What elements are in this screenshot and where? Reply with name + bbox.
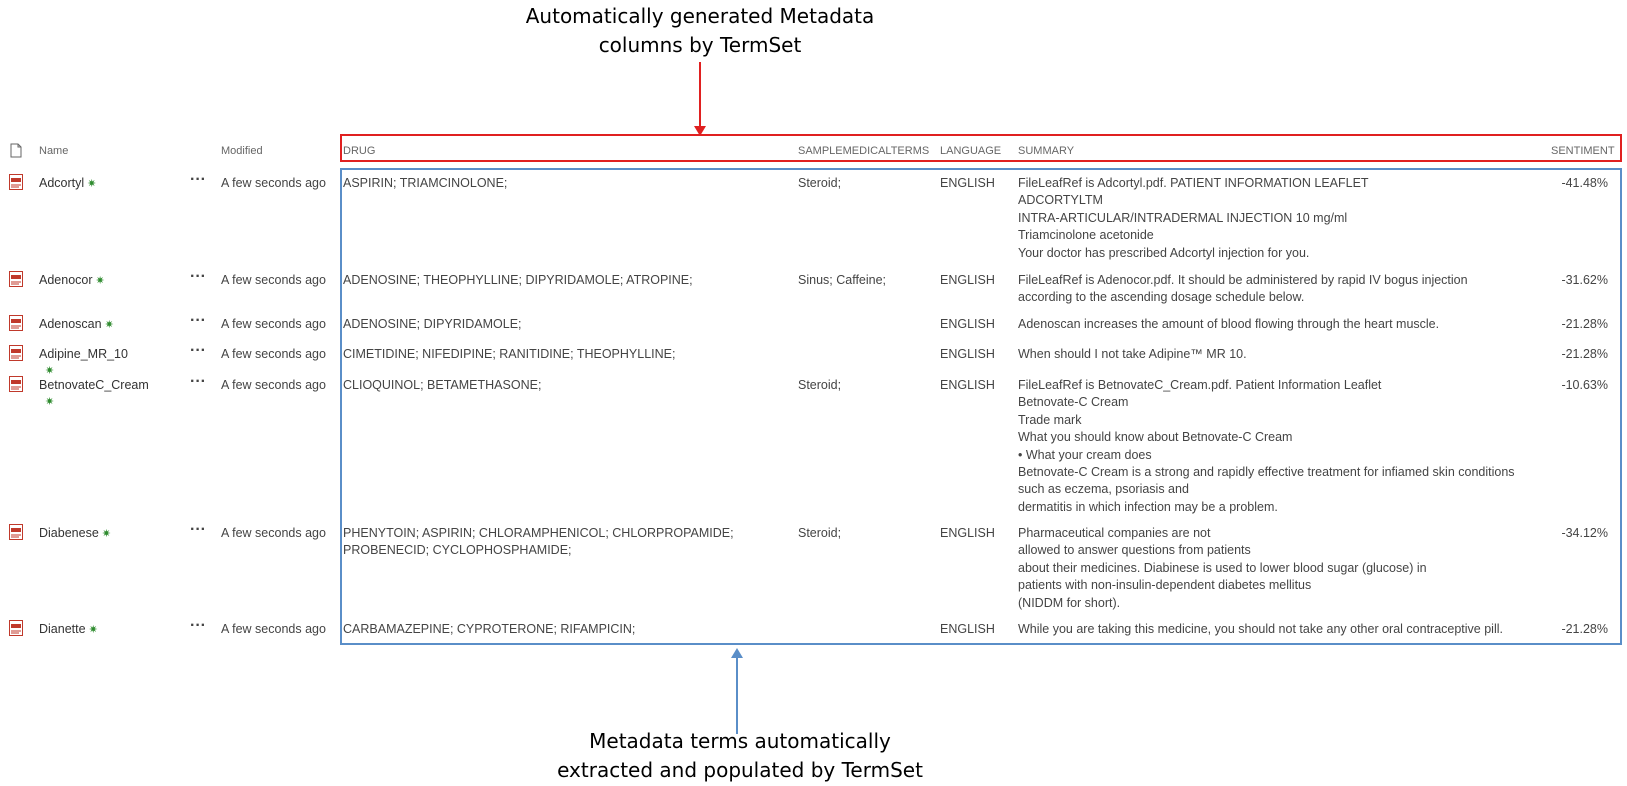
top-annotation-line2: columns by TermSet: [598, 33, 802, 57]
more-options-icon[interactable]: ···: [190, 171, 206, 188]
summary-line: about their medicines. Diabinese is used to lower blood sugar (glucose) in: [1018, 560, 1427, 575]
pdf-file-icon[interactable]: [9, 376, 23, 392]
column-header-sentiment[interactable]: SENTIMENT: [1551, 145, 1615, 157]
sentiment-value: -34.12%: [1561, 526, 1608, 540]
drug-value: ASPIRIN; TRIAMCINOLONE;: [343, 176, 508, 190]
pdf-file-icon[interactable]: [9, 174, 23, 190]
summary-line: patients with non-insulin-dependent diabetes mellitus: [1018, 578, 1312, 593]
summary-line: While you are taking this medicine, you should not take any other oral contraceptive pill.: [1018, 622, 1503, 636]
column-header-summary[interactable]: SUMMARY: [1018, 145, 1075, 157]
sample-terms-value: Steroid;: [798, 378, 842, 392]
up-arrow: [729, 648, 745, 734]
language-value: ENGLISH: [940, 622, 995, 636]
sentiment-value: -21.28%: [1561, 347, 1608, 361]
drug-value: CARBAMAZEPINE; CYPROTERONE; RIFAMPICIN;: [343, 622, 636, 636]
sample-terms-value: Steroid;: [798, 526, 842, 540]
bottom-annotation-line2: extracted and populated by TermSet: [557, 758, 923, 782]
summary-line: Your doctor has prescribed Adcortyl injection for you.: [1018, 245, 1310, 260]
summary-line: Pharmaceutical companies are not: [1018, 526, 1211, 540]
sample-terms-value: Steroid;: [798, 176, 842, 190]
sentiment-value: -21.28%: [1561, 317, 1608, 331]
drug-value: PROBENECID; CYCLOPHOSPHAMIDE;: [343, 543, 572, 558]
document-icon[interactable]: [10, 143, 22, 158]
more-options-icon[interactable]: ···: [190, 312, 206, 329]
pdf-file-icon[interactable]: [9, 524, 23, 540]
pdf-file-icon[interactable]: [9, 345, 23, 361]
file-name-text[interactable]: Dianette: [39, 622, 86, 636]
summary-line: allowed to answer questions from patients: [1018, 543, 1251, 558]
file-name[interactable]: [39, 272, 105, 290]
language-value: ENGLISH: [940, 317, 995, 331]
summary-line: Trade mark: [1018, 412, 1082, 427]
new-item-icon: ✷: [45, 396, 55, 409]
summary-line: When should I not take Adipine™ MR 10.: [1018, 347, 1247, 361]
summary-line: such as eczema, psoriasis and: [1018, 482, 1189, 497]
sentiment-value: -10.63%: [1561, 378, 1608, 392]
file-name[interactable]: [39, 377, 159, 412]
sentiment-value: -41.48%: [1561, 176, 1608, 190]
sample-terms-value: Sinus; Caffeine;: [798, 273, 887, 287]
language-value: ENGLISH: [940, 347, 995, 361]
drug-value: ADENOSINE; DIPYRIDAMOLE;: [343, 317, 522, 331]
modified-date: A few seconds ago: [221, 347, 326, 361]
file-name-text[interactable]: Adcortyl: [39, 176, 85, 190]
modified-date: A few seconds ago: [221, 317, 326, 331]
more-options-icon[interactable]: ···: [190, 268, 206, 285]
summary-line: (NIDDM for short).: [1018, 595, 1121, 610]
summary-line: dermatitis in which infection may be a problem.: [1018, 499, 1278, 514]
column-header-modified[interactable]: Modified: [221, 145, 263, 157]
column-header-samplemedicalterms[interactable]: SAMPLEMEDICALTERMS: [798, 145, 930, 157]
drug-value: PHENYTOIN; ASPIRIN; CHLORAMPHENICOL; CHLORPROPAMIDE;: [343, 526, 734, 540]
column-header-drug[interactable]: DRUG: [343, 145, 376, 157]
modified-date: A few seconds ago: [221, 526, 326, 540]
file-name[interactable]: [39, 346, 159, 381]
more-options-icon[interactable]: ···: [190, 342, 206, 359]
modified-date: A few seconds ago: [221, 176, 326, 190]
down-arrow: [692, 62, 708, 136]
summary-line: FileLeafRef is Adcortyl.pdf. PATIENT INFORMATION LEAFLET: [1018, 176, 1369, 190]
file-name-text[interactable]: Adenoscan: [39, 317, 102, 331]
summary-line: ADCORTYLTM: [1018, 193, 1103, 208]
drug-value: CIMETIDINE; NIFEDIPINE; RANITIDINE; THEOPHYLLINE;: [343, 347, 676, 361]
language-value: ENGLISH: [940, 526, 995, 540]
file-name[interactable]: [39, 525, 111, 543]
sentiment-value: -21.28%: [1561, 622, 1608, 636]
language-value: ENGLISH: [940, 273, 995, 287]
modified-date: A few seconds ago: [221, 622, 326, 636]
summary-line: INTRA-ARTICULAR/INTRADERMAL INJECTION 10 mg/ml: [1018, 210, 1348, 225]
column-header-language[interactable]: LANGUAGE: [940, 145, 1002, 157]
pdf-file-icon[interactable]: [9, 315, 23, 331]
bottom-annotation-line1: Metadata terms automatically: [589, 729, 891, 753]
sentiment-value: -31.62%: [1561, 273, 1608, 287]
summary-line: What you should know about Betnovate-C Cream: [1018, 430, 1293, 445]
more-options-icon[interactable]: ···: [190, 617, 206, 634]
pdf-file-icon[interactable]: [9, 620, 23, 636]
file-name[interactable]: [39, 621, 98, 639]
bottom-annotation: [520, 727, 960, 785]
summary-line: • What your cream does: [1018, 447, 1152, 462]
column-header-name[interactable]: Name: [39, 145, 69, 157]
file-name[interactable]: [39, 175, 96, 193]
more-options-icon[interactable]: ···: [190, 373, 206, 390]
summary-line: FileLeafRef is Adenocor.pdf. It should be administered by rapid IV bogus injection: [1018, 273, 1468, 287]
new-item-icon: ✷: [45, 365, 55, 378]
summary-line: Adenoscan increases the amount of blood flowing through the heart muscle.: [1018, 317, 1440, 331]
summary-line: Betnovate-C Cream: [1018, 395, 1129, 410]
new-item-icon: ✷: [104, 319, 114, 331]
file-name-text[interactable]: Adipine_MR_10: [39, 347, 128, 361]
file-name-text[interactable]: BetnovateC_Cream: [39, 378, 149, 392]
file-name[interactable]: [39, 316, 114, 334]
top-annotation-line1: Automatically generated Metadata: [525, 4, 875, 28]
modified-date: A few seconds ago: [221, 378, 326, 392]
modified-date: A few seconds ago: [221, 273, 326, 287]
summary-line: Triamcinolone acetonide: [1018, 228, 1154, 243]
file-name-text[interactable]: Diabenese: [39, 526, 99, 540]
more-options-icon[interactable]: ···: [190, 521, 206, 538]
summary-line: Betnovate-C Cream is a strong and rapidly effective treatment for infiamed skin conditions: [1018, 465, 1515, 479]
pdf-file-icon[interactable]: [9, 271, 23, 287]
new-item-icon: ✷: [101, 528, 111, 540]
file-name-text[interactable]: Adenocor: [39, 273, 93, 287]
summary-line: according to the ascending dosage schedule below.: [1018, 290, 1305, 305]
language-value: ENGLISH: [940, 378, 995, 392]
new-item-icon: ✷: [95, 275, 105, 287]
new-item-icon: ✷: [88, 624, 98, 636]
top-annotation: [480, 2, 920, 60]
new-item-icon: ✷: [87, 178, 97, 190]
summary-line: FileLeafRef is BetnovateC_Cream.pdf. Patient Information Leaflet: [1018, 378, 1382, 392]
metadata-terms-highlight: [340, 168, 1622, 645]
drug-value: ADENOSINE; THEOPHYLLINE; DIPYRIDAMOLE; ATROPINE;: [343, 273, 693, 287]
language-value: ENGLISH: [940, 176, 995, 190]
drug-value: CLIOQUINOL; BETAMETHASONE;: [343, 378, 542, 392]
